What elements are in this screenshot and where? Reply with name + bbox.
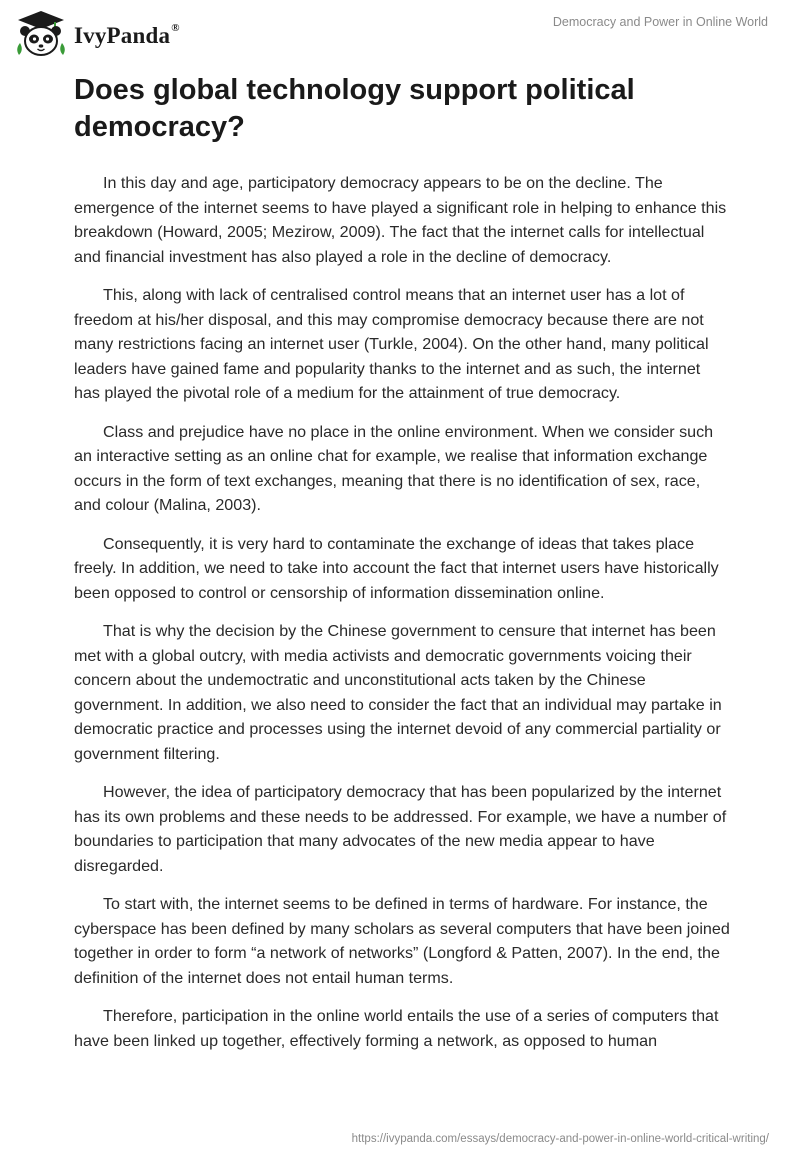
registered-mark: ® <box>171 21 180 34</box>
paragraph: This, along with lack of centralised control means that an internet user has a lot of freedom at his/her disposal, and this may compromise democracy because there are not many restrictions facing an internet user (Turkle, 2004). On the other hand, many political leaders have gained fame and popularity thanks to the internet and as such, the internet has played the pivotal role of a medium for the attainment of true democracy. <box>74 286 709 402</box>
paragraph: To start with, the internet seems to be defined in terms of hardware. For instance, the cyberspace has been defined by many scholars as several computers that have been joined together in order to form “a network of networks” (Longford & Patten, 2007). In the end, the definition of the internet does not entail human terms. <box>74 895 730 987</box>
source-url-link[interactable]: https://ivypanda.com/essays/democracy-and-power-in-online-world-critical-writing/ <box>351 1133 769 1145</box>
paragraph: Consequently, it is very hard to contaminate the exchange of ideas that takes place freely. In addition, we need to take into account the fact that internet users have historically been opposed to control or censorship of information dissemination online. <box>74 534 719 602</box>
brand-wordmark <box>74 22 180 49</box>
brand-name: IvyPanda <box>74 22 171 48</box>
paragraph: That is why the decision by the Chinese government to censure that internet has been met with a global outcry, with media activists and democratic governments voicing their concern about the undemoctratic and unconstitutional acts taken by the Chinese government. In addition, we also need to consider the fact that an individual may partake in democratic practice and processes using the internet devoid of any commercial partiality or government filtering. <box>74 622 722 763</box>
article-body <box>74 171 730 1067</box>
paragraph: Class and prejudice have no place in the online environment. When we consider such an interactive setting as an online chat for example, we realise that information exchange occurs in the form of text exchanges, meaning that there is no identification of sex, race, and colour (Malina, 2003). <box>74 422 714 514</box>
paragraph: However, the idea of participatory democracy that has been popularized by the internet has its own problems and these needs to be addressed. For example, we have a number of boundaries to participation that many advocates of the new media appear to have disregarded. <box>74 783 727 875</box>
document-title: Democracy and Power in Online World <box>552 15 768 29</box>
panda-graduation-icon <box>14 9 68 57</box>
paragraph: In this day and age, participatory democracy appears to be on the decline. The emergence of the internet seems to have played a significant role in helping to enhance this breakdown (Howard, 2005; Mezirow, 2009). The fact that the internet calls for intellectual and financial investment has also played a role in the decline of democracy. <box>74 174 727 266</box>
paragraph: Therefore, participation in the online world entails the use of a series of computers that have been linked up together, effectively forming a network, as opposed to human <box>74 1007 719 1050</box>
page-title: Does global technology support political democracy? <box>74 74 635 143</box>
ivypanda-logo[interactable] <box>14 9 180 57</box>
